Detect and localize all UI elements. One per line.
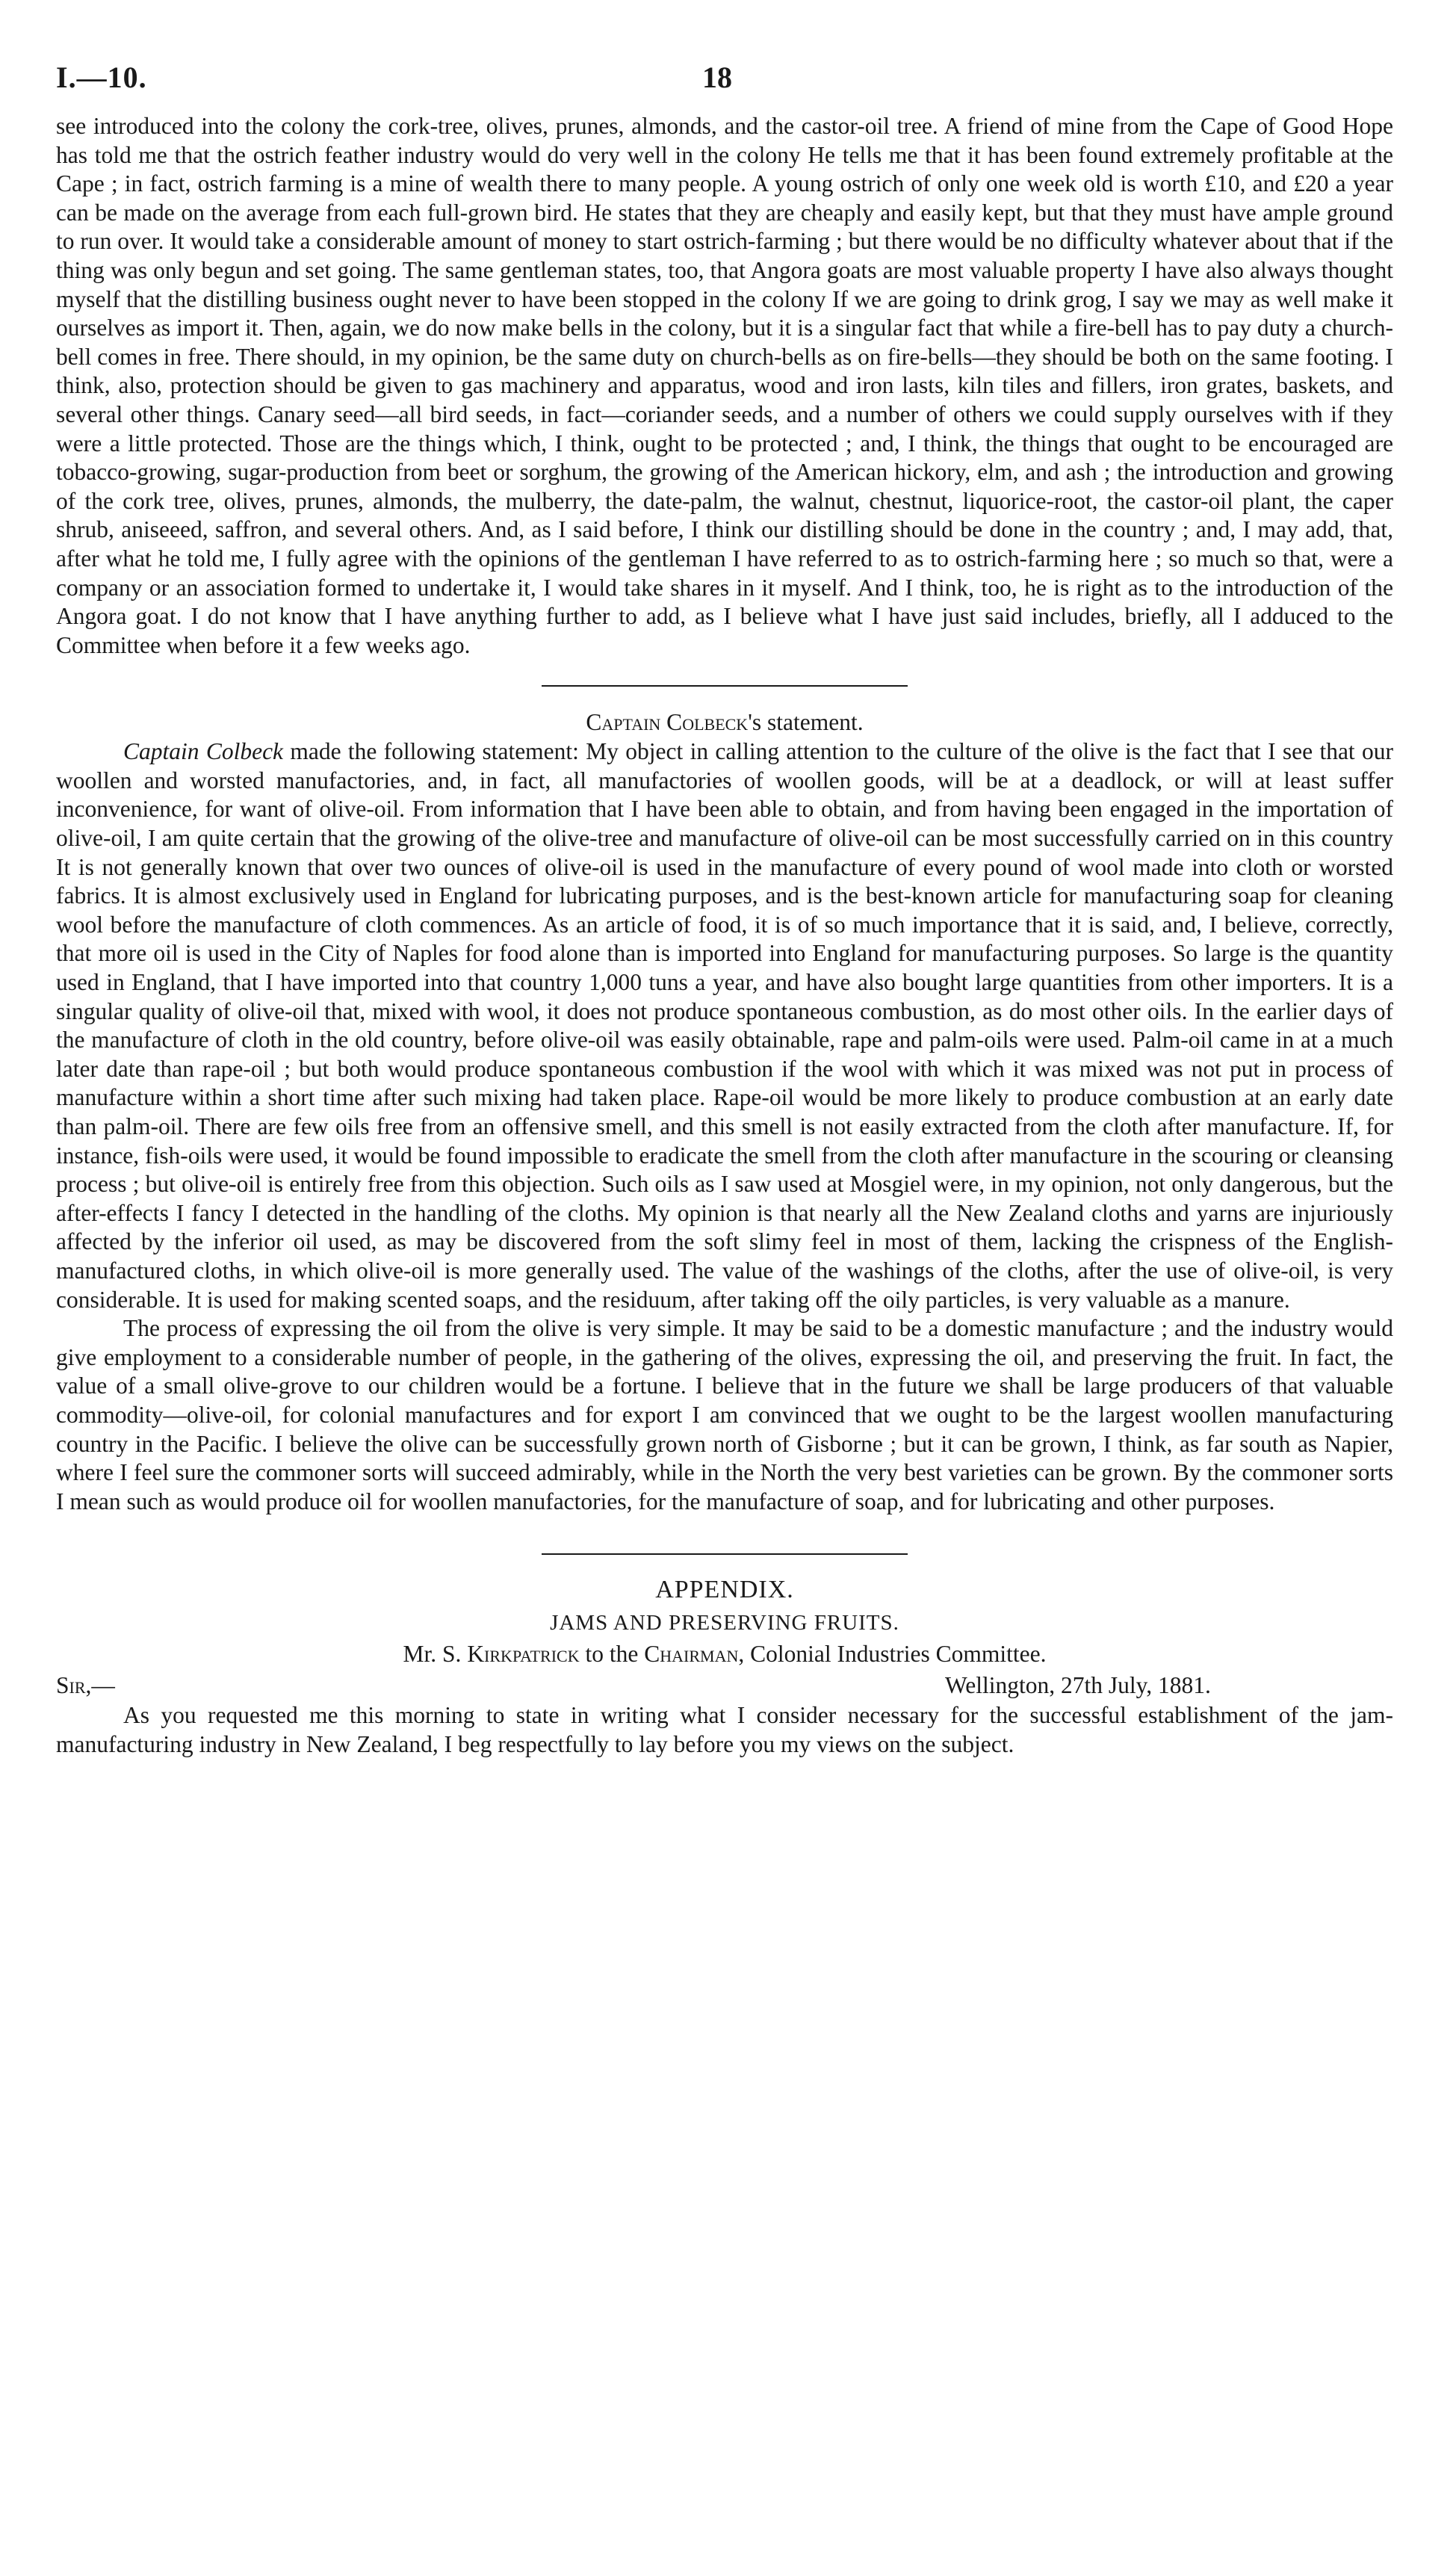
colbeck-section-heading xyxy=(56,708,1393,737)
document-page xyxy=(56,0,1393,1760)
colbeck-heading-name: Captain Colbeck xyxy=(586,709,749,736)
letter-heading xyxy=(56,1639,1393,1670)
appendix-divider xyxy=(542,1553,908,1555)
appendix-title: APPENDIX. xyxy=(655,1576,794,1604)
letter-from-prefix: Mr. S. xyxy=(403,1641,468,1668)
letter-to-name: Chairman xyxy=(644,1641,739,1668)
appendix-subtitle: JAMS AND PRESERVING FRUITS. xyxy=(550,1611,899,1636)
colbeck-paragraph-2: The process of expressing the oil from the olive is very simple. It may be said to be a domestic manufacture ; and the industry would give employment to a considerable number of people, in the gathering of the olives, expressing the oil, and preserving the fruit. In fact, the value of a small olive-grove to our children would be a fortune. I believe that in the future we shall be large producers of that valuable commodity—olive-oil, for colonial manufactures and for export I am convinced that we ought to be the largest woollen manufacturing country in the Pacific. I believe the olive can be successfully grown north of Gisborne ; but it can be grown, I think, as far south as Napier, where I feel sure the commoner sorts will succeed admirably, while in the North the very best varieties can be grown. By the commoner sorts I mean such as would produce oil for woollen manufactories, for the manufacture of soap, and for lubricating and other purposes. xyxy=(56,1315,1393,1514)
salutation-row xyxy=(56,1670,1393,1701)
document-id: I.—10. xyxy=(56,61,147,94)
page-header xyxy=(56,0,1393,112)
salutation: Sir,— xyxy=(56,1672,115,1699)
letter-to-suffix: , Colonial Industries Committee. xyxy=(738,1641,1047,1668)
letter-from-name: Kirkpatrick xyxy=(467,1641,580,1668)
colbeck-heading-suffix: 's statement. xyxy=(748,709,864,736)
colbeck-lead-name: Captain Colbeck xyxy=(123,738,284,765)
letter-to-word: to the xyxy=(579,1641,645,1668)
letter-dateline: Wellington, 27th July, 1881. xyxy=(945,1672,1211,1699)
section-divider xyxy=(542,685,908,687)
colbeck-paragraph-1-text: made the following statement: My object in calling attention to the culture of the olive is the fact that I see that our woollen and worsted manufactories, and, in fact, all manufactories of woollen goods, will be at a deadlock, or will at least suffer inconvenience, for want of olive-oil. From information that I have been able to obtain, and from having been engaged in the importation of olive-oil, I am quite certain that the growing of the olive-tree and manufacture of olive-oil can be most successfully carried on in this country It is not generally known that over two ounces of olive-oil is used in the manufacture of every pound of wool made into cloth or worsted fabrics. It is almost exclusively used in England for lubricating purposes, and is the best-known article for manufacturing soap for cleaning wool before the manufacture of cloth commences. As an article of food, it is of so much importance that it is said, and, I believe, correctly, that more oil is used in the City of Naples for food alone than is imported into England for manufacturing purposes. So large is the quantity used in England, that I have imported into that country 1,000 tuns a year, and have also bought large quantities from other importers. It is a singular quality of olive-oil that, mixed with wool, it does not produce spontaneous combustion, as do most other oils. In the earlier days of the manufacture of cloth in the old country, before olive-oil was easily obtainable, rape and palm-oils were used. Palm-oil came in at a much later date than rape-oil ; but both would produce spontaneous combustion if the wool with which it was mixed was not put in process of manufacture within a short time after such mixing had taken place. Rape-oil would be more likely to produce combustion at an early date than palm-oil. There are few oils free from an offensive smell, and this smell is not easily extracted from the cloth after manufacture. If, for instance, fish-oils were used, it would be found impossible to eradicate the smell from the cloth after manufacture in the scouring or cleansing process ; but olive-oil is entirely free from this objection. Such oils as I saw used at Mosgiel were, in my opinion, not only dangerous, but the after-effects I fancy I detected in the handling of the cloths. My opinion is that nearly all the New Zealand cloths and yarns are injuriously affected by the inferior oil used, as may be discovered from the soft slimy feel in most of them, lacking the crispness of the English-manufactured cloths, in which olive-oil is more generally used. The value of the washings of the cloths, after the use of olive-oil, is very considerable. It is used for making scented soaps, and the residuum, after taking off the oily particles, is very valuable as a manure. xyxy=(56,738,1393,1313)
opening-paragraph: see introduced into the colony the cork-tree, olives, prunes, almonds, and the castor-oil tree. A friend of mine from the Cape of Good Hope has told me that the ostrich feather industry would do very well in the colony He tells me that it has been found extremely profitable at the Cape ; in fact, ostrich farming is a mine of wealth there to many people. A young ostrich of only one week old is worth £10, and £20 a year can be made on the average from each full-grown bird. He states that they are cheaply and easily kept, but that they must have ample ground to run over. It would take a considerable amount of money to start ostrich-farming ; but there would be no difficulty whatever about that if the thing was only begun and set going. The same gentleman states, too, that Angora goats are most valuable property I have also always thought myself that the distilling business ought never to have been stopped in the colony If we are going to drink grog, I say we may as well make it ourselves as import it. Then, again, we do now make bells in the colony, but it is a singular fact that while a fire-bell has to pay duty a church-bell comes in free. There should, in my opinion, be the same duty on church-bells as on fire-bells—they should be both on the same footing. I think, also, protection should be given to gas machinery and apparatus, wood and iron lasts, kiln tiles and fillers, iron grates, baskets, and several other things. Canary seed—all bird seeds, in fact—coriander seeds, and a number of others we could supply ourselves with if they were a little protected. Those are the things which, I think, ought to be protected ; and, I think, the things that ought to be encouraged are tobacco-growing, sugar-production from beet or sorghum, the growing of the American hickory, elm, and ash ; the introduction and growing of the cork tree, olives, prunes, almonds, the mulberry, the date-palm, the walnut, chestnut, liquorice-root, the castor-oil plant, the caper shrub, aniseeed, saffron, and several others. And, as I said before, I think our distilling should be done in the country ; and, I may add, that, after what he told me, I fully agree with the opinions of the gentleman I have referred to as to ostrich-farming here ; so much so that, were a company or an association formed to undertake it, I would take shares in it myself. And I think, too, he is right as to the introduction of the Angora goat. I do not know that I have anything further to add, as I believe what I have just said includes, briefly, all I adduced to the Committee when before it a few weeks ago. xyxy=(56,113,1393,658)
colbeck-paragraph-1 xyxy=(56,737,1393,1314)
page-number: 18 xyxy=(702,61,732,94)
letter-body: As you requested me this morning to state in writing what I consider necessary for the successful establishment of the jam-manufacturing industry in New Zealand, I beg respectfully to lay before you my views on the subject. xyxy=(56,1702,1393,1757)
